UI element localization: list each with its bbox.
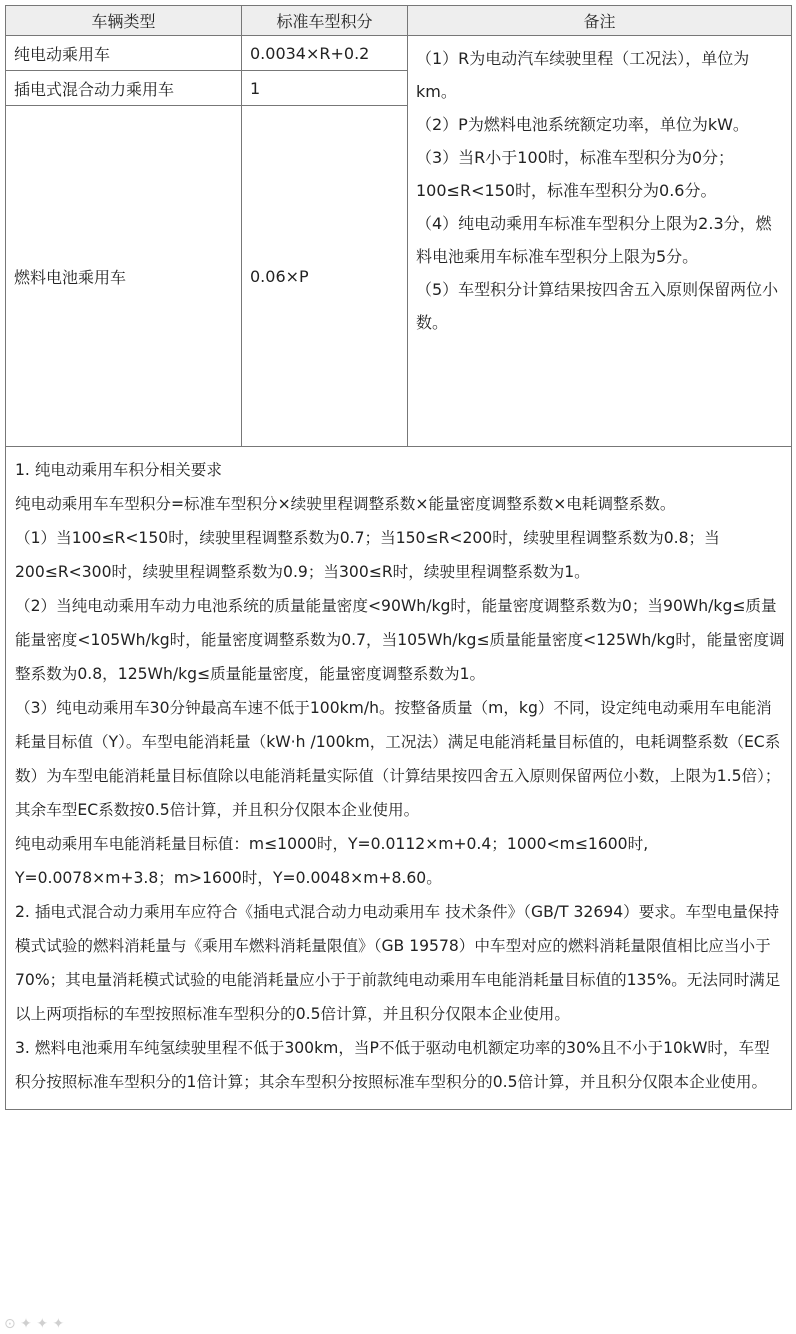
remark-item: （4）纯电动乘用车标准车型积分上限为2.3分，燃料电池乘用车标准车型积分上限为5分。 — [416, 214, 772, 266]
requirements-row — [6, 447, 792, 1110]
body-paragraph: 纯电动乘用车电能消耗量目标值：m≤1000时，Y=0.0112×m+0.4；1000<m≤1600时, Y=0.0078×m+3.8；m>1600时，Y=0.0048×m+8.60。 — [15, 835, 649, 887]
regulation-table — [5, 5, 792, 1110]
remark-item: （5）车型积分计算结果按四舍五入原则保留两位小数。 — [416, 280, 779, 332]
standard-score-cell: 0.06×P — [242, 106, 408, 447]
body-paragraph: 纯电动乘用车车型积分=标准车型积分×续驶里程调整系数×能量密度调整系数×电耗调整系数。 — [15, 495, 676, 513]
vehicle-type-cell: 燃料电池乘用车 — [6, 106, 242, 447]
watermark: ⊙ ✦ ✦ ✦ — [4, 1316, 65, 1332]
body-paragraph: 2. 插电式混合动力乘用车应符合《插电式混合动力电动乘用车 技术条件》（GB/T 32694）要求。车型电量保持模式试验的燃料消耗量与《乘用车燃料消耗量限值》（GB 19578）中车型对应的燃料消耗量限值相比应当小于70%；其电量消耗模式试验的电能消耗量应小于于前款纯电动乘用车电能消耗量目标值的135%。无法同时满足以上两项指标的车型按照标准车型积分的0.5倍计算，并且积分仅限本企业使用。 — [15, 903, 781, 1023]
body-paragraph: （3）纯电动乘用车30分钟最高车速不低于100km/h。按整备质量（m，kg）不同，设定纯电动乘用车电能消耗量目标值（Y）。车型电能消耗量（kW·h /100km，工况法）满足电能消耗量目标值的，电耗调整系数（EC系数）为车型电能消耗量目标值除以电能消耗量实际值（计算结果按四舍五入原则保留两位小数，上限为1.5倍）；其余车型EC系数按0.5倍计算，并且积分仅限本企业使用。 — [15, 699, 781, 819]
remark-item: （3）当R小于100时，标准车型积分为0分；100≤R<150时，标准车型积分为0.6分。 — [416, 148, 735, 200]
header-standard-score: 标准车型积分 — [242, 6, 408, 36]
body-paragraph: （2）当纯电动乘用车动力电池系统的质量能量密度<90Wh/kg时，能量密度调整系数为0；当90Wh/kg≤质量能量密度<105Wh/kg时，能量密度调整系数为0.7，当105Wh/kg≤质量能量密度<125Wh/kg时，能量密度调整系数为0.8，125Wh/kg≤质量能量密度，能量密度调整系数为1。 — [15, 597, 785, 683]
requirements-cell — [6, 447, 792, 1110]
table-row — [6, 36, 792, 71]
header-vehicle-type: 车辆类型 — [6, 6, 242, 36]
section-heading: 1. 纯电动乘用车积分相关要求 — [15, 461, 222, 479]
standard-score-cell: 1 — [242, 71, 408, 106]
remarks-cell — [408, 36, 792, 447]
header-row — [6, 6, 792, 36]
vehicle-type-cell: 纯电动乘用车 — [6, 36, 242, 71]
body-paragraph: 3. 燃料电池乘用车纯氢续驶里程不低于300km，当P不低于驱动电机额定功率的30%且不小于10kW时，车型积分按照标准车型积分的1倍计算；其余车型积分按照标准车型积分的0.5倍计算，并且积分仅限本企业使用。 — [15, 1039, 770, 1091]
header-remarks: 备注 — [408, 6, 792, 36]
body-paragraph: （1）当100≤R<150时，续驶里程调整系数为0.7；当150≤R<200时，续驶里程调整系数为0.8；当200≤R<300时，续驶里程调整系数为0.9；当300≤R时，续驶里程调整系数为1。 — [15, 529, 720, 581]
standard-score-cell: 0.0034×R+0.2 — [242, 36, 408, 71]
remark-item: （2）P为燃料电池系统额定功率，单位为kW。 — [416, 115, 749, 134]
vehicle-type-cell: 插电式混合动力乘用车 — [6, 71, 242, 106]
remark-item: （1）R为电动汽车续驶里程（工况法），单位为km。 — [416, 49, 750, 101]
